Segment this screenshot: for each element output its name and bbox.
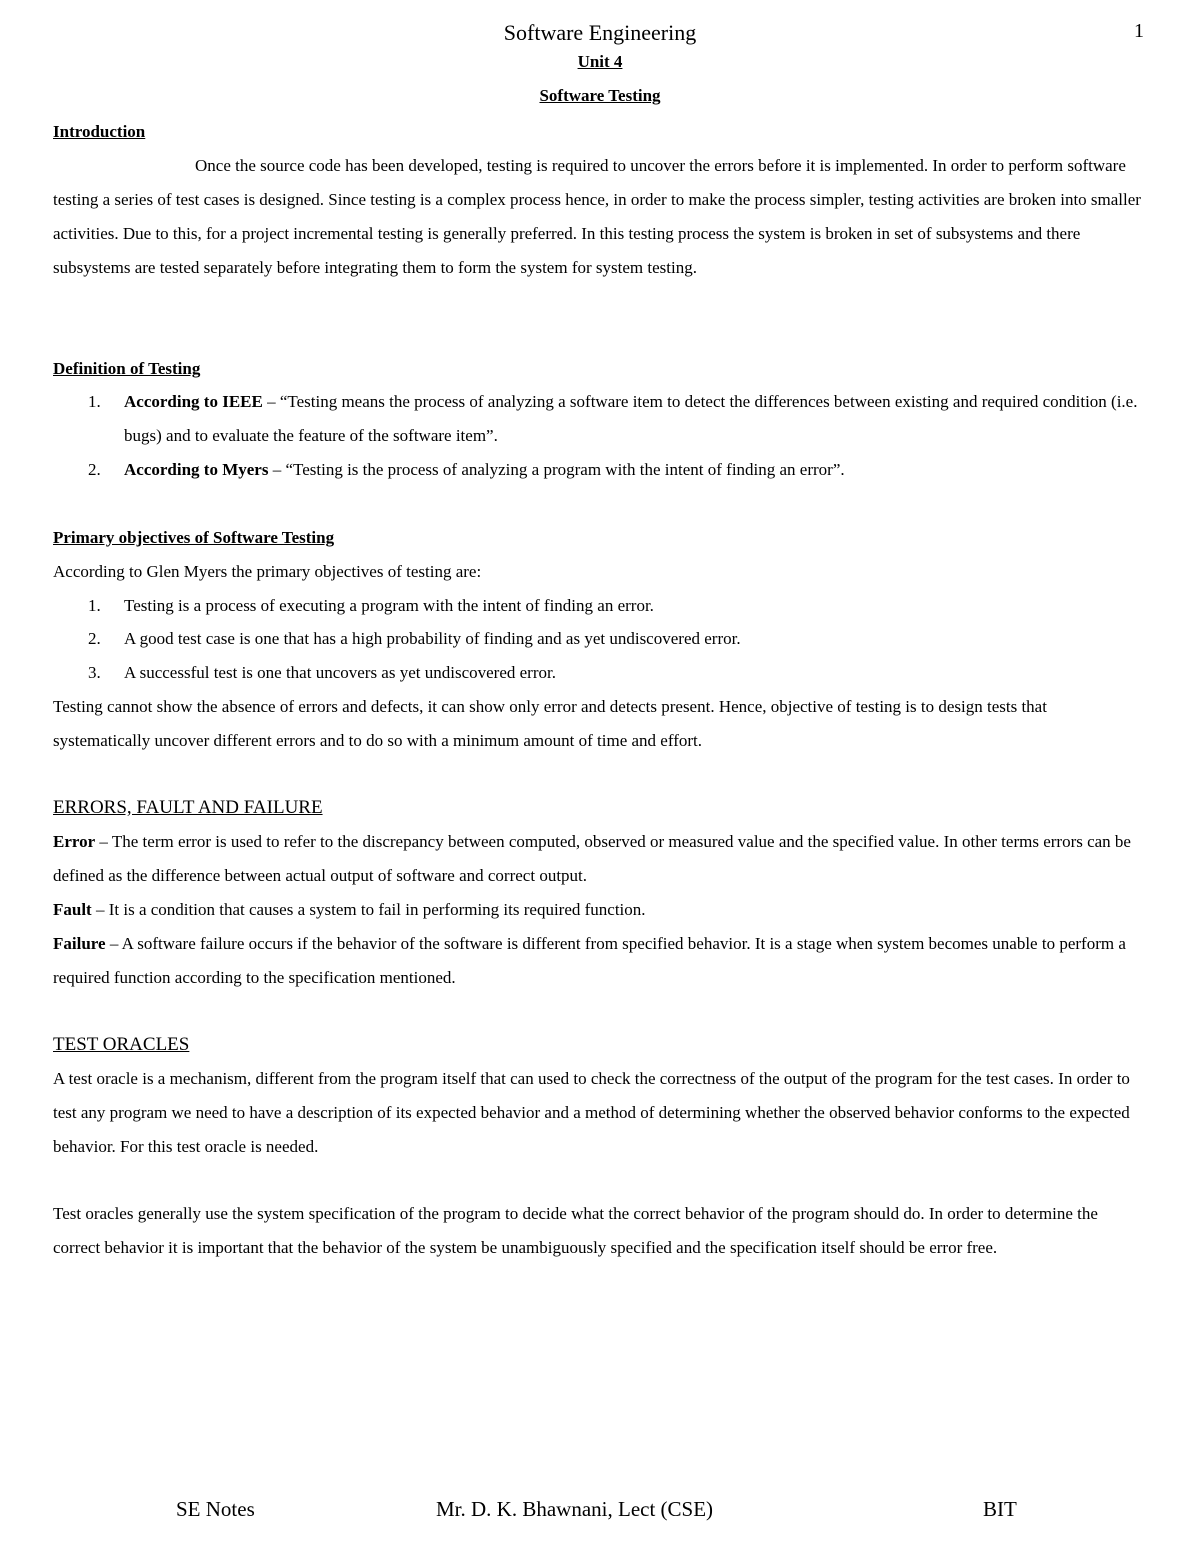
document-title: Software Engineering: [503, 20, 697, 45]
failure-text: – A software failure occurs if the behavior of the software is different from specified behavior. It is a stage when system becomes unable to perform a required function according to the specification mentioned.: [53, 934, 1126, 987]
objectives-closing: Testing cannot show the absence of errors and defects, it can show only error and detects present. Hence, objective of testing is to design tests that systematically uncover different errors and to do so with a minimum amount of time and effort.: [53, 697, 1047, 750]
error-definition: [53, 825, 1148, 893]
failure-label: Failure: [53, 934, 106, 953]
objective-text: A good test case is one that has a high probability of finding and as yet undiscovered error.: [124, 629, 741, 648]
objective-text: A successful test is one that uncovers as yet undiscovered error.: [124, 663, 556, 682]
subject-heading: Software Testing: [539, 86, 661, 105]
definition-text: – “Testing means the process of analyzing a software item to detect the differences between existing and required condition (i.e. bugs) and to evaluate the feature of the software item”.: [124, 392, 1138, 445]
footer-author: Mr. D. K. Bhawnani, Lect (CSE): [436, 1497, 714, 1521]
oracles-paragraph-2: Test oracles generally use the system specification of the program to decide what the correct behavior of the program should do. In order to determine the correct behavior it is important that the behavior of the system be unambiguously specified and the specification itself should be error free.: [53, 1204, 1098, 1257]
error-label: Error: [53, 832, 96, 851]
objective-text: Testing is a process of executing a program with the intent of finding an error.: [124, 596, 654, 615]
objectives-lead: According to Glen Myers the primary objectives of testing are:: [53, 562, 482, 581]
list-number: 1.: [88, 596, 101, 615]
footer-right: BIT: [983, 1497, 1017, 1521]
objectives-heading: Primary objectives of Software Testing: [53, 528, 335, 547]
fault-text: – It is a condition that causes a system to fail in performing its required function.: [91, 900, 646, 919]
fault-definition: [53, 893, 1148, 927]
introduction-heading: Introduction: [53, 122, 146, 141]
list-number: 3.: [88, 663, 101, 682]
failure-definition: [53, 927, 1148, 995]
errors-heading: ERRORS, FAULT AND FAILURE: [53, 797, 323, 818]
unit-heading: Unit 4: [577, 52, 623, 71]
fault-label: Fault: [53, 900, 92, 919]
list-number: 2.: [88, 460, 101, 479]
definition-source: According to IEEE: [124, 392, 263, 411]
page-number: 1: [1134, 20, 1144, 42]
error-text: – The term error is used to refer to the discrepancy between computed, observed or measured value and the specified value. In other terms errors can be defined as the difference between actual output of software and correct output.: [53, 832, 1131, 885]
definition-heading: Definition of Testing: [53, 359, 201, 378]
oracles-paragraph-1: A test oracle is a mechanism, different from the program itself that can used to check the correctness of the output of the program for the test cases. In order to test any program we need to have a description of its expected behavior and a method of determining whether the observed behavior conforms to the expected behavior. For this test oracle is needed.: [53, 1069, 1130, 1156]
introduction-paragraph: Once the source code has been developed, testing is required to uncover the errors before it is implemented. In order to perform software testing a series of test cases is designed. Since testing is a complex process hence, in order to make the process simpler, testing activities are broken into smaller activities. Due to this, for a project incremental testing is generally preferred. In this testing process the system is broken in set of subsystems and there subsystems are tested separately before integrating them to form the system for system testing.: [53, 156, 1141, 277]
list-number: 1.: [88, 392, 101, 411]
definition-source: According to Myers: [124, 460, 269, 479]
oracles-heading: TEST ORACLES: [53, 1034, 190, 1055]
list-number: 2.: [88, 629, 101, 648]
footer-left: SE Notes: [176, 1497, 255, 1521]
definition-text: – “Testing is the process of analyzing a program with the intent of finding an error”.: [268, 460, 845, 479]
